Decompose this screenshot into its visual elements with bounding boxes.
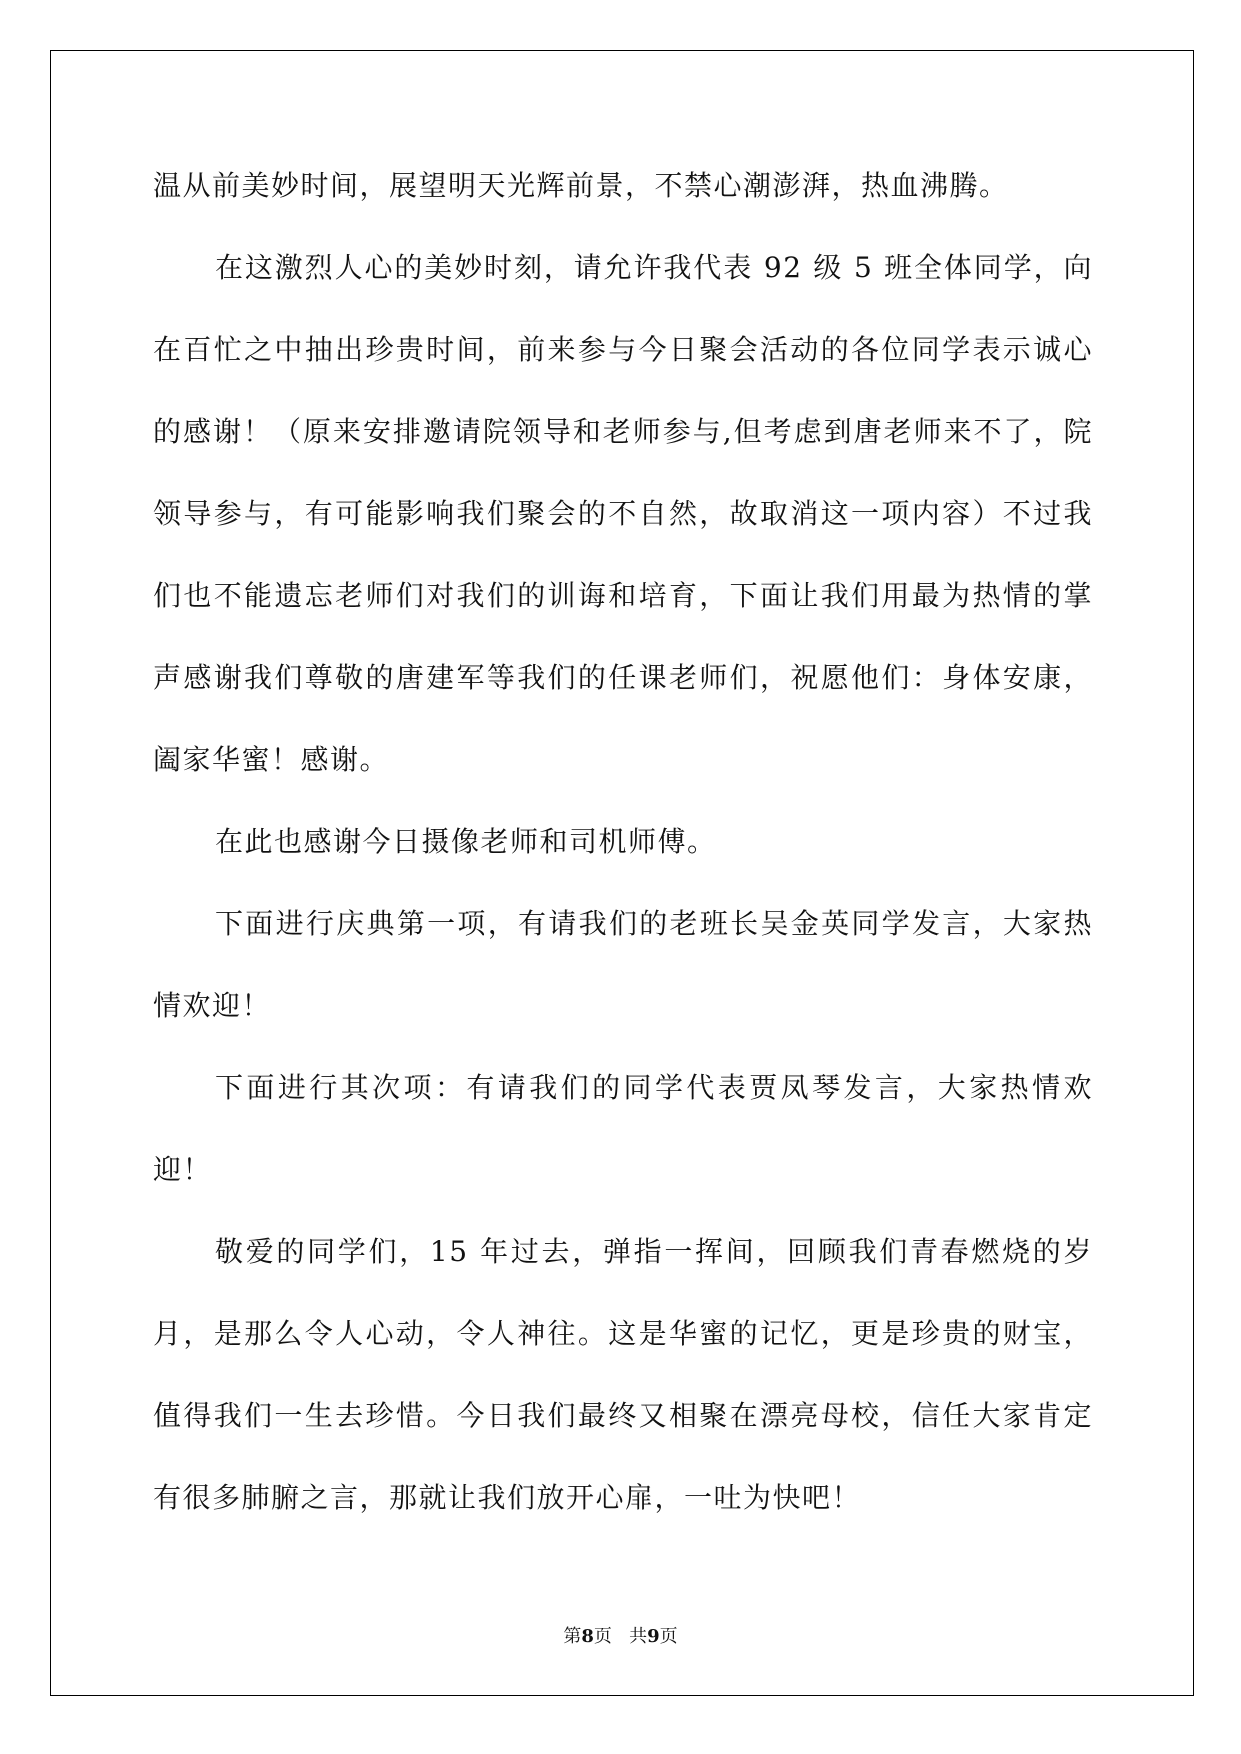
paragraph-6: 敬爱的同学们，15 年过去，弹指一挥间，回顾我们青春燃烧的岁月，是那么令人心动，令人神往。这是华蜜的记忆，更是珍贵的财宝，值得我们一生去珍惜。今日我们最终又相聚在漂亮母校，信任大家肯定有很多肺腑之言，那就让我们放开心扉，一吐为快吧！ <box>153 1235 1093 1514</box>
paragraph-5: 下面进行其次项：有请我们的同学代表贾凤琴发言，大家热情欢迎！ <box>153 1071 1093 1186</box>
footer-total-prefix: 共 <box>629 1626 648 1647</box>
paragraph-4: 下面进行庆典第一项，有请我们的老班长吴金英同学发言，大家热情欢迎！ <box>153 907 1093 1022</box>
paragraph-3: 在此也感谢今日摄像老师和司机师傅。 <box>215 825 717 858</box>
paragraph-1: 温从前美妙时间，展望明天光辉前景，不禁心潮澎湃，热血沸腾。 <box>153 169 1009 202</box>
document-body <box>153 145 1093 1539</box>
page-footer <box>0 1622 1241 1648</box>
footer-page-suffix: 页 <box>593 1626 612 1647</box>
footer-total-suffix: 页 <box>659 1626 678 1647</box>
total-page-number: 9 <box>647 1626 660 1647</box>
paragraph-2: 在这激烈人心的美妙时刻，请允许我代表 92 级 5 班全体同学，向在百忙之中抽出珍贵时间，前来参与今日聚会活动的各位同学表示诚心的感谢！（原来安排邀请院领导和老师参与,但考虑到唐老师来不了，院领导参与，有可能影响我们聚会的不自然，故取消这一项内容）不过我们也不能遗忘老师们对我们的训诲和培育，下面让我们用最为热情的掌声感谢我们尊敬的唐建军等我们的任课老师们，祝愿他们：身体安康，阖家华蜜！感谢。 <box>153 251 1093 776</box>
footer-prefix: 第 <box>563 1626 582 1647</box>
current-page-number: 8 <box>581 1626 594 1647</box>
